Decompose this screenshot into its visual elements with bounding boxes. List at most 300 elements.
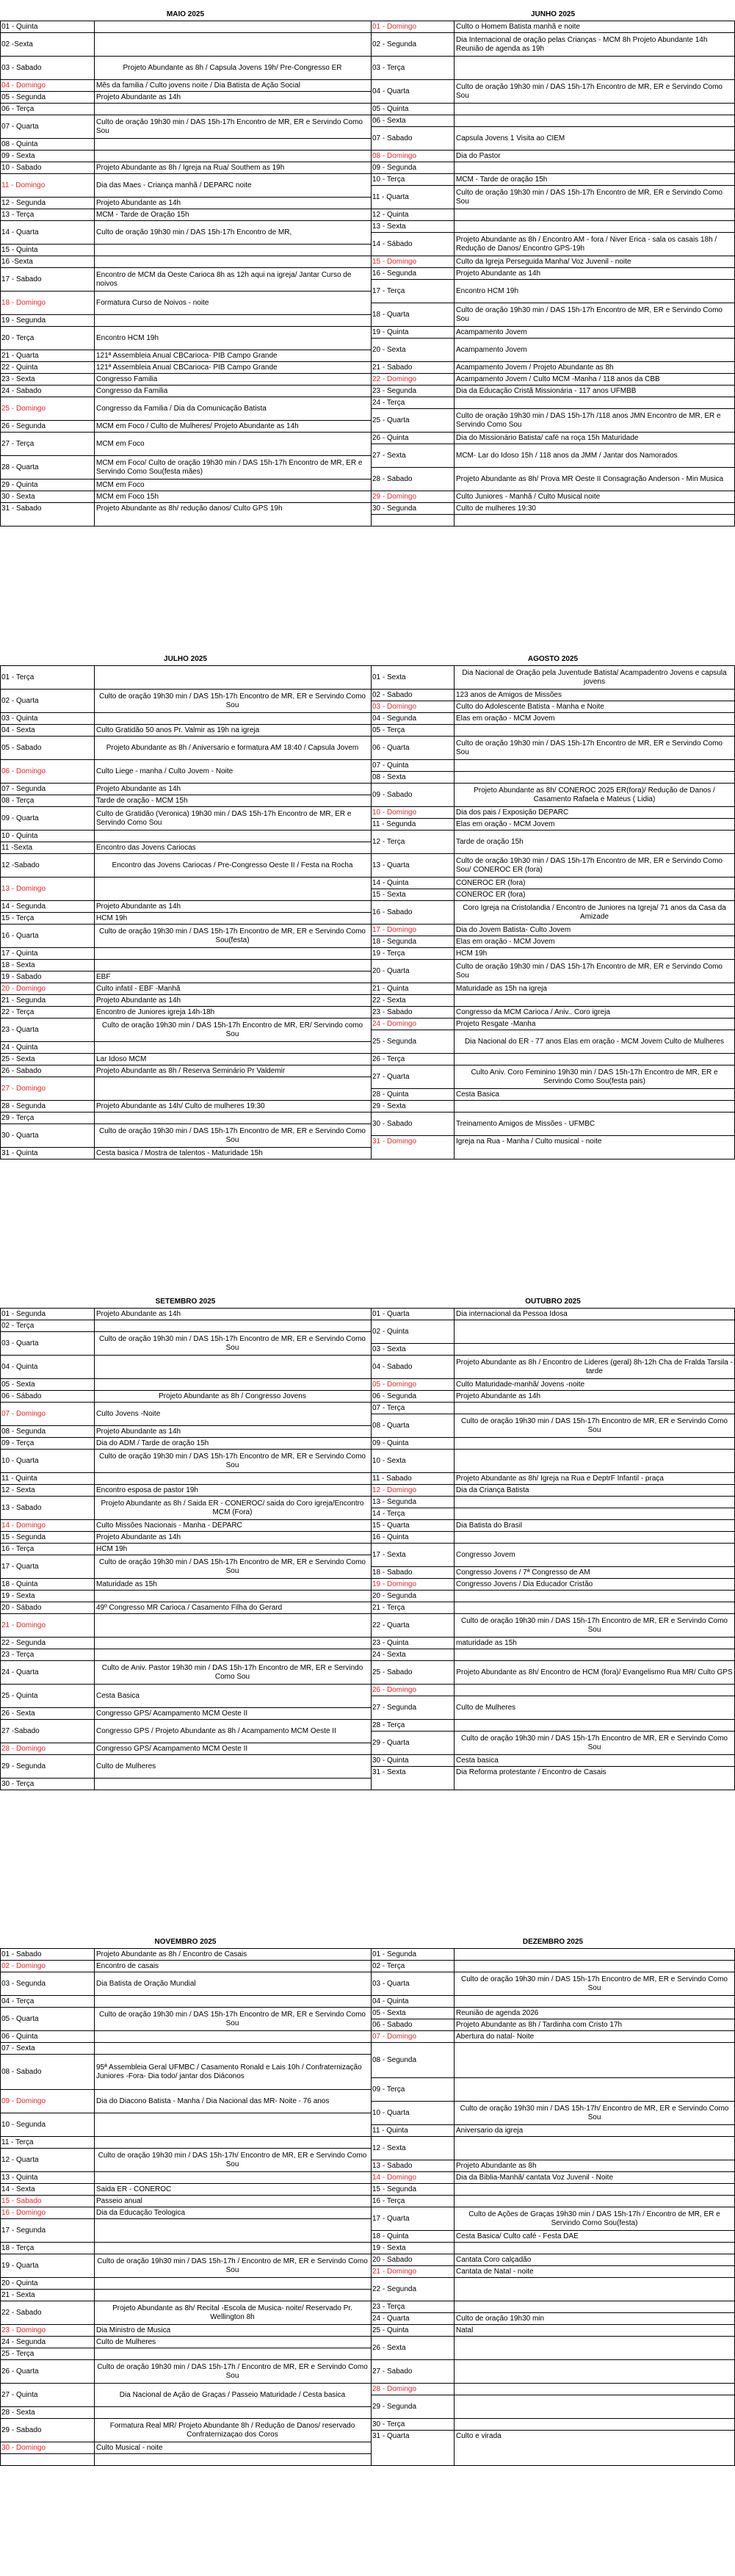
day-row [371,267,735,279]
day-row [0,103,371,115]
event-text: Culto da Igreja Perseguida Manha/ Voz Juvenil - noite [456,257,631,266]
event-text: Congresso GPS / Projeto Abundante as 8h / Acampamento MCM Oeste II [96,1726,336,1735]
event-text [456,1344,733,1355]
event-text: Saida ER - CONEROC [96,2185,172,2193]
day-row [0,291,371,314]
day-row [0,397,371,420]
day-row [371,1378,735,1390]
day-label: 23 - Terça [372,2303,405,2311]
day-row [0,1472,371,1484]
day-label: 23 - Segunda [372,387,417,395]
event-text: Congresso Familia [96,375,158,383]
day-label: 16 - Terça [1,1545,35,1553]
day-label: 20 - Terça [1,334,35,342]
day-row [371,2019,735,2030]
day-row [371,1731,735,1754]
day-row [0,759,371,783]
event-text: Congresso Jovem [456,1550,515,1559]
event-text: Dia Reforma protestante / Encontro de Casais [456,1768,607,1776]
day-label: 24 - Sexta [372,1651,406,1659]
event-text: Culto de oração 19h30 min / DAS 15h-17h Encontro de MR, ER e Servindo Como Sou [456,82,723,100]
event-text: Acampamento Jovem / Culto MCM -Manha / 118 anos da CBB [456,375,660,383]
day-row [371,689,735,701]
day-label: 11 - Sabado [372,1475,412,1483]
day-label: 19 - Domingo [372,1580,417,1588]
event-text: Culto de oração 19h30 min / DAS 15h-17h/ Encontro de MR, ER e Servindo Como Sou [98,2151,367,2168]
event-text: Culto de oração 19h30 min / DAS 15h-17h Encontro de MR, [96,228,292,236]
day-row [0,2442,371,2453]
day-row [371,326,735,338]
day-label: 09 - Sexta [1,152,35,160]
day-label: 14 - Sábado [372,240,413,248]
month-title: DEZEMBRO 2025 [522,1938,584,1946]
day-row [0,1484,371,1496]
day-label: 29 - Quinta [1,481,38,489]
event-text: Culto de oração 19h30 min [456,2314,545,2323]
day-label: 26 - Terça [372,1055,405,1063]
day-row [371,2277,735,2301]
event-text: Culto de Mulheres [456,1703,516,1712]
event-text: Encontro de Juniores igreja 14h-18h [96,1007,215,1016]
day-row [371,1719,735,1731]
day-row [0,162,371,173]
event-text [456,1508,733,1519]
event-text [96,1614,369,1637]
event-text [456,162,733,173]
day-label: 21 - Domingo [1,1621,46,1629]
event-text: Culto de oração 19h30 min / DAS 15h-17h Encontro de MR, ER e Servindo Como Sou [461,1417,728,1434]
day-row [0,2042,371,2054]
left-border [0,665,1,1159]
event-text [96,1638,369,1649]
day-row [371,2430,735,2442]
day-row [0,1531,371,1543]
event-text: Dia do Jovem Batista- Culto Jovem [456,925,571,934]
event-text: Culto de oração 19h30 min / DAS 15h-17h Encontro de MR, ER e Servindo Como Sou [456,962,723,980]
event-text [456,1720,733,1731]
event-text: Culto do Adolescente Batista - Manha e Noite [456,702,604,711]
event-text [96,2348,369,2359]
day-label: 07 - Sexta [1,2044,35,2052]
event-text: 49º Congresso MR Carioca / Casamento Filha do Gerard [96,1603,283,1612]
day-label: 11 -Sexta [1,844,33,852]
day-row [0,912,371,924]
day-label: 14 - Domingo [372,2174,417,2182]
day-label: 20 - Sabado [372,2256,413,2264]
day-row [371,338,735,361]
day-label: 17 - Quinta [1,949,38,958]
event-text [456,995,733,1006]
day-label: 05 - Quarta [1,2015,39,2023]
event-text [96,151,369,162]
day-label: 01 - Sexta [372,673,406,681]
event-text: Culto de oração 19h30 min / DAS 15h-17h Encontro de MR, ER e Servindo Como Sou [96,117,363,135]
month-section [0,654,735,1159]
event-text: Projeto Abundante as 14h [96,1427,181,1436]
event-text [96,666,369,689]
day-row [371,701,735,712]
event-text [456,1320,733,1343]
day-label: 28 - Sexta [1,2409,35,2417]
day-row [371,2183,735,2195]
day-row [0,432,371,455]
day-label: 30 - Terça [1,1780,35,1788]
day-row [371,408,735,432]
day-label: 10 - Sabado [1,164,42,172]
day-label: 04 - Domingo [1,82,46,90]
day-label: 31 - Quinta [1,1149,38,1157]
day-label: 17 - Domingo [372,926,417,934]
day-label: 04 - Quinta [1,1363,38,1371]
day-label: 13 - Quinta [1,2174,38,2182]
day-label: 05 - Segunda [1,93,46,101]
day-label: 28 - Domingo [372,2385,417,2393]
event-text [96,1649,369,1660]
day-label: 19 - Quinta [372,328,409,336]
month-title: MAIO 2025 [166,10,205,18]
day-row [0,2089,371,2113]
month-section [0,1936,735,2466]
day-row [371,2042,735,2077]
event-text [456,2278,733,2301]
day-row [0,2359,371,2383]
day-label: 21 - Terça [372,1604,405,1612]
day-row [0,1637,371,1649]
day-row [371,2101,735,2124]
day-row [0,2171,371,2183]
day-row [0,2289,371,2301]
day-row [371,103,735,115]
day-row [0,1041,371,1053]
day-row [371,2418,735,2430]
day-label: 16 - Quinta [372,1533,409,1541]
day-row [371,1449,735,1472]
event-text: Dia da Biblia-Manhã/ cantata Voz Juvenil - Noite [456,2173,614,2182]
event-text: MCM - Tarde de Oração 15h [96,210,189,219]
day-row [371,491,735,502]
day-label: 12 - Quinta [372,211,409,219]
event-text [96,2137,369,2148]
day-row [371,2195,735,2207]
day-row [371,1308,735,1320]
day-label: 29 - Segunda [372,2403,417,2411]
day-label: 10 - Domingo [372,808,417,817]
day-label: 24 - Terça [372,399,405,407]
day-row [0,1613,371,1637]
day-row [0,326,371,350]
day-label: 24 - Segunda [1,2338,46,2346]
day-label: 16 -Sexta [1,258,33,266]
day-row [0,2113,371,2136]
event-text: Projeto Abundante as 8h/ Prova MR Oeste II Consagração Anderson - Min Musica [456,474,724,483]
month-title: AGOSTO 2025 [527,655,579,663]
center-divider [371,21,372,526]
event-text [96,1320,369,1331]
day-label: 08 - Terça [1,797,35,805]
day-row [0,2453,371,2465]
event-text [96,1996,369,2007]
day-row [371,2395,735,2418]
day-row [371,397,735,408]
event-text [456,1450,733,1472]
day-label: 14 - Terça [372,1510,405,1518]
event-text: Elas em oração - MCM Jovem [456,937,555,946]
day-row [0,689,371,712]
day-label: 11 - Quinta [1,1475,37,1483]
day-row [0,1719,371,1743]
day-row [0,2195,371,2207]
event-text: Maturidade as 15h [96,1580,157,1588]
day-row [0,1053,371,1065]
event-text: Culto de Aniv. Pastor 19h30 min / DAS 15h-17h Encontro de MR, ER e Servindo Como Sou [101,1663,363,1681]
event-text: Culto de oração 19h30 min / DAS 15h-17h / Encontro de MR, ER e Servindo Como Sou [97,2257,368,2274]
event-text: Projeto Abundante as 14h [96,1309,181,1318]
event-text [456,57,733,79]
day-row [0,924,371,947]
event-text: Mês da familia / Culto jovens noite / Dia Batista de Ação Social [96,81,300,90]
event-text: Dia dos pais / Exposição DEPARC [456,808,569,817]
event-text: HCM 19h [96,913,128,922]
day-row [371,444,735,467]
day-row [371,467,735,491]
event-text [96,1473,369,1484]
day-row [0,842,371,853]
day-row [371,783,735,806]
day-label: 02 - Sabado [372,691,413,699]
event-text: Projeto Abundante as 14h [96,93,181,101]
day-row [0,1543,371,1555]
event-text [96,960,369,971]
day-label: 07 - Domingo [372,2033,417,2041]
day-row [371,1355,735,1378]
day-label: 22 - Segunda [1,1639,46,1647]
day-label: 15 - Segunda [1,1533,46,1541]
event-text: Congresso Jovens / Dia Educador Cristão [456,1580,593,1588]
day-row [371,2312,735,2324]
day-row [0,2406,371,2418]
day-row [371,1088,735,1100]
day-row [371,256,735,267]
day-label: 10 - Quinta [1,832,38,840]
day-row [371,1112,735,1135]
day-label: 08 - Quarta [372,1422,410,1430]
day-label: 04 - Quarta [372,87,410,95]
day-label: 07 - Quarta [1,123,39,131]
event-text: Culto Missões Nacionais - Manha - DEPARC [96,1521,242,1530]
day-row [371,1613,735,1637]
day-row [0,1649,371,1660]
day-row [0,2383,371,2406]
day-row [0,2030,371,2042]
day-label: 31 - Domingo [372,1137,417,1146]
event-text: Projeto Abundante as 8h [456,2161,537,2170]
day-row [0,1147,371,1159]
event-text: Projeto Abundante as 8h / Encontro de Casais [96,1950,247,1958]
day-row [371,1472,735,1484]
event-text: EBF [96,972,111,981]
day-label: 12 -Sabado [1,861,40,869]
day-label: 24 - Domingo [372,1020,417,1028]
day-label: 24 - Quinta [1,1043,38,1052]
event-text: Culto de oração 19h30 min / DAS 15h-17h Encontro de MR, ER e Servindo Como Sou [99,1557,366,1575]
event-text: MCM- Lar do Idoso 15h / 118 anos da JMM / Jantar dos Namorados [456,451,678,460]
day-label: 16 - Quarta [1,932,39,940]
event-text: Culto Jovens -Noite [96,1409,161,1418]
event-text: Projeto Abundante as 8h / Aniversario e formatura AM 18:40 / Capsula Jovem [106,743,359,752]
day-label: 17 - Sexta [372,1551,406,1559]
day-label: 01 - Quinta [1,23,38,31]
event-text: Tarde de oração - MCM 15h [96,796,188,805]
day-row [371,1006,735,1018]
event-text: Culto Gratidão 50 anos Pr. Valmir as 19h na igreja [96,726,260,734]
day-label: 03 - Domingo [372,703,417,711]
day-label: 07 - Quinta [372,761,409,770]
day-label: 15 - Domingo [372,258,417,266]
day-row [371,150,735,162]
day-label: 18 - Quarta [372,311,410,319]
day-row [371,232,735,256]
day-row [0,724,371,736]
event-text: Encontro esposa de pastor 19h [96,1486,198,1494]
event-text [456,2395,733,2418]
event-text: Culto de oração 19h30 min / DAS 15h-17h /118 anos JMN Encontro de MR, ER e Servindo Como Sou [456,411,721,429]
day-row [371,2007,735,2019]
event-text: Culto de Mulheres [96,2337,156,2346]
day-label: 01 - Domingo [372,23,417,31]
event-text: Culto de mulheres 19:30 [456,504,536,513]
day-row [371,1602,735,1613]
event-text: Culto de Gratidão (Veronica) 19h30 min / DAS 15h-17h Encontro de MR, ER e Servindo Como Sou [96,809,352,827]
day-row [371,303,735,326]
event-text: Formatura Real MR/ Projeto Abundante 8h / Redução de Danos/ reservado Confraternizaçao dos Coros [109,2421,355,2439]
day-label: 17 - Segunda [1,2226,46,2235]
day-row [0,267,371,291]
event-text: Culto de oração 19h30 min / DAS 15h-17h Encontro de MR, ER e Servindo Como Sou [461,1734,728,1751]
day-label: 03 - Sabado [1,64,42,72]
day-label: 26 - Quinta [372,434,409,442]
day-label: 24 - Sabado [1,387,42,395]
event-text [456,2360,733,2383]
event-text: Dia das Maes - Criança manhã / DEPARC noite [96,181,252,189]
month-title: JUNHO 2025 [530,10,576,18]
day-row [371,1649,735,1660]
day-label: 03 - Sexta [372,1345,406,1353]
event-text [456,2184,733,2195]
day-label: 28 - Quarta [1,463,39,471]
day-row [0,830,371,842]
day-row [371,1519,735,1531]
day-row [371,1320,735,1343]
day-row [371,1508,735,1519]
day-label: 19 - Sabado [1,973,42,981]
event-text: Culto e virada [456,2431,502,2440]
day-row [0,1578,371,1590]
day-label: 01 - Segunda [1,1310,46,1318]
day-row [0,385,371,397]
event-text: Dia da Educação Cristã Missionária - 117 anos UFMBB [456,386,637,395]
day-label: 13 - Terça [1,211,35,219]
day-row [371,2124,735,2136]
event-text [96,33,369,56]
event-text: MCM em Foco [96,439,145,448]
event-text: MCM em Foco 15h [96,492,159,501]
day-label: 16 - Sabado [372,908,413,916]
day-row [371,1484,735,1496]
day-label: 21 - Quinta [372,985,409,993]
day-label: 06 - Terça [1,105,35,113]
day-row [0,1100,371,1112]
day-label: 17 - Quarta [1,1563,39,1571]
day-label: 01 - Segunda [372,1950,417,1958]
day-label: 04 - Sexta [1,726,35,734]
day-row [0,2254,371,2277]
day-row [371,959,735,983]
event-text: MCM em Foco / Culto de Mulheres/ Projeto Abundante as 14h [96,422,299,430]
day-row [371,1390,735,1402]
left-border [0,1308,1,1790]
month-title: JULHO 2025 [164,655,207,663]
month-title: NOVEMBRO 2025 [154,1938,217,1946]
day-label: 26 - Sabado [1,1067,42,1075]
event-text: Projeto Abundante as 14h [456,269,541,278]
event-text: 121ª Assembleia Anual CBCarioca- PIB Campo Grande [96,363,278,372]
event-text: Dia do Missionário Batista/ café na roça 15h Maturidade [456,433,639,442]
day-row [0,314,371,326]
day-label: 04 - Terça [1,1997,35,2005]
day-row [0,983,371,994]
day-label: 03 - Quarta [372,1980,410,1988]
day-label: 05 - Sexta [1,1381,35,1389]
event-text [456,1054,733,1065]
event-text: Maturidade as 15h na igreja [456,984,547,993]
day-label: 12 - Quarta [1,2156,39,2164]
day-label: 14 - Domingo [1,1522,46,1530]
center-divider [371,1308,372,1790]
day-label: 20 - Segunda [372,1592,417,1600]
event-text [456,1996,733,2007]
event-text: Passeio anual [96,2196,142,2205]
day-row [0,1778,371,1790]
day-row [371,209,735,220]
event-text: Congresso Jovens / 7ª Congresso de AM [456,1568,590,1577]
day-row [0,2218,371,2242]
day-row [0,2207,371,2218]
day-row [371,432,735,444]
day-row [0,2324,371,2336]
event-text: Culto de oração 19h30 min / DAS 15h-17h Encontro de MR, ER e Servindo Como Sou [461,1975,728,1992]
day-row [371,1496,735,1508]
day-label: 10 - Quarta [372,2109,410,2117]
day-label: 11 - Segunda [372,820,416,828]
event-text: Culto de oração 19h30 min / DAS 15h-17h Encontro de MR, ER e Servindo Como Sou [461,1616,728,1634]
day-label: 04 - Sabado [372,1363,413,1371]
day-label: 10 - Quarta [1,1457,39,1465]
day-label: 02 - Quarta [1,697,39,705]
event-text [456,1438,733,1449]
day-label: 13 - Sabado [1,1504,42,1512]
event-text: Projeto Abundante as 8h / Tardinha com Cristo 17h [456,2020,623,2029]
event-text: CONEROC ER (fora) [456,890,526,899]
day-row [0,795,371,806]
event-text: Dia Batista de Oração Mundial [96,1979,196,1988]
day-label: 08 - Sexta [372,773,406,781]
event-text [96,2113,369,2136]
day-label: 01 - Quarta [372,1310,410,1318]
day-row [371,2136,735,2160]
event-text [96,2454,369,2465]
day-label: 21 - Segunda [1,996,46,1005]
day-row [371,32,735,56]
